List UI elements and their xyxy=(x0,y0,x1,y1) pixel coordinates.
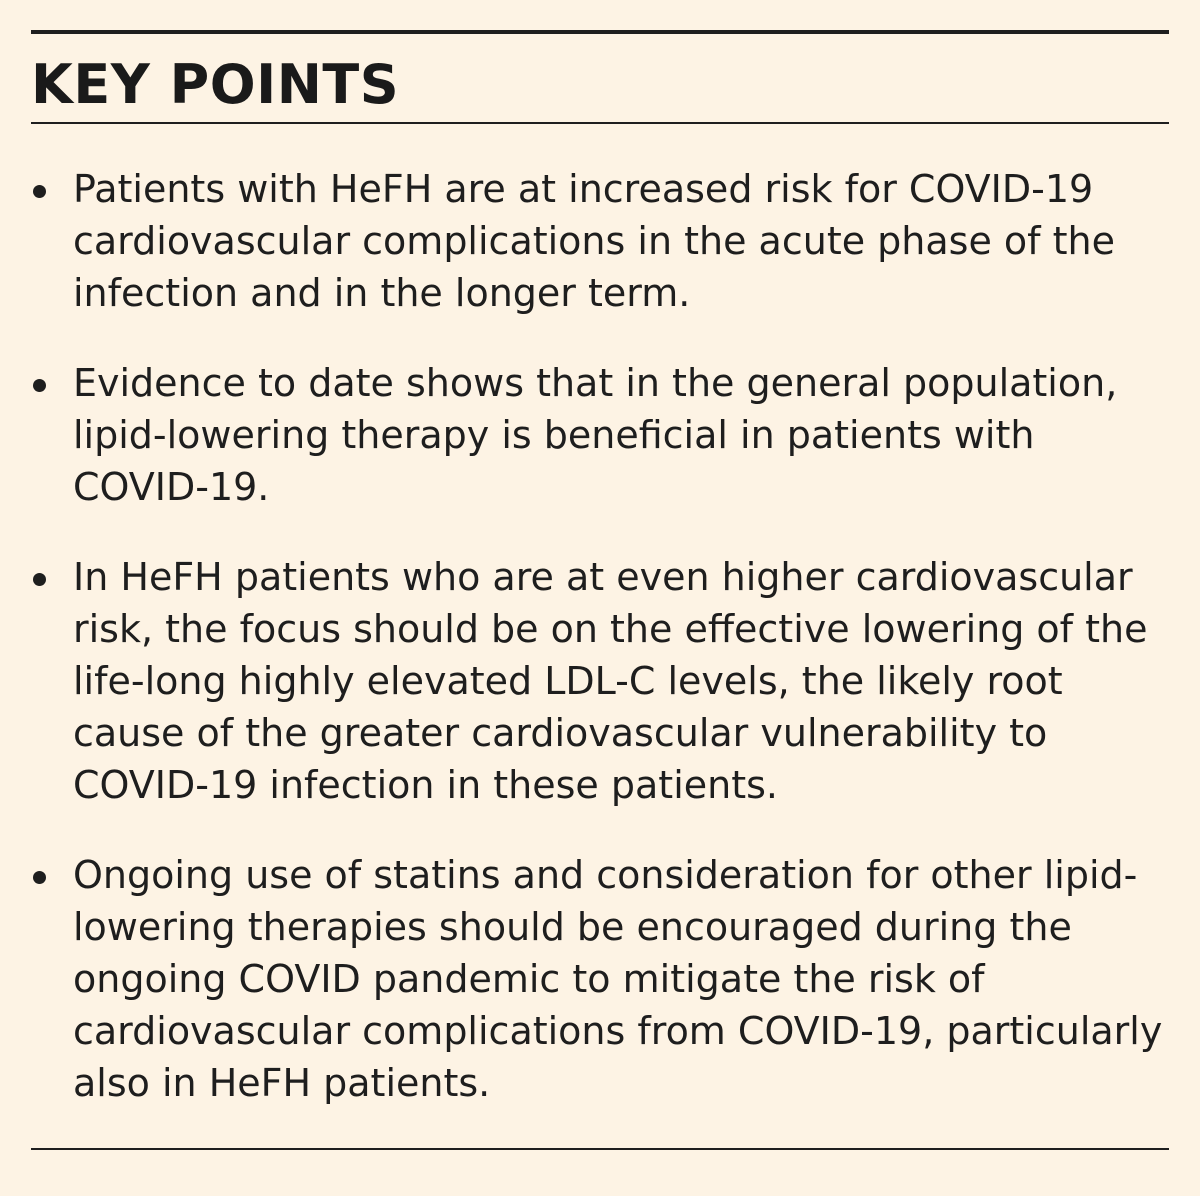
key-point-text: Evidence to date shows that in the general population, lipid-lowering therapy is beneficial in patients with COVID-19. xyxy=(73,361,1118,509)
bullet-icon xyxy=(33,573,46,586)
key-points-heading: KEY POINTS xyxy=(31,53,400,116)
key-point-item xyxy=(31,551,1169,811)
key-point-item xyxy=(31,849,1169,1109)
top-rule xyxy=(31,30,1169,34)
bullet-icon xyxy=(33,871,46,884)
key-point-item xyxy=(31,163,1169,319)
key-point-text: In HeFH patients who are at even higher cardiovascular risk, the focus should be on the effective lowering of the life-long highly elevated LDL-C levels, the likely root cause of the greater cardiovascular vulnerability to COVID-19 infection in these patients. xyxy=(73,555,1148,807)
bullet-icon xyxy=(33,185,46,198)
key-point-text: Patients with HeFH are at increased risk for COVID-19 cardiovascular complications in the acute phase of the infection and in the longer term. xyxy=(73,167,1115,315)
bottom-rule xyxy=(31,1148,1169,1150)
key-points-box xyxy=(31,30,1169,1152)
bullet-icon xyxy=(33,379,46,392)
key-point-item xyxy=(31,357,1169,513)
key-points-list xyxy=(31,163,1169,1147)
heading-rule xyxy=(31,122,1169,124)
key-point-text: Ongoing use of statins and consideration for other lipid-lowering therapies should be encouraged during the ongoing COVID pandemic to mitigate the risk of cardiovascular complications from COVID-19, particularly also in HeFH patients. xyxy=(73,853,1163,1105)
